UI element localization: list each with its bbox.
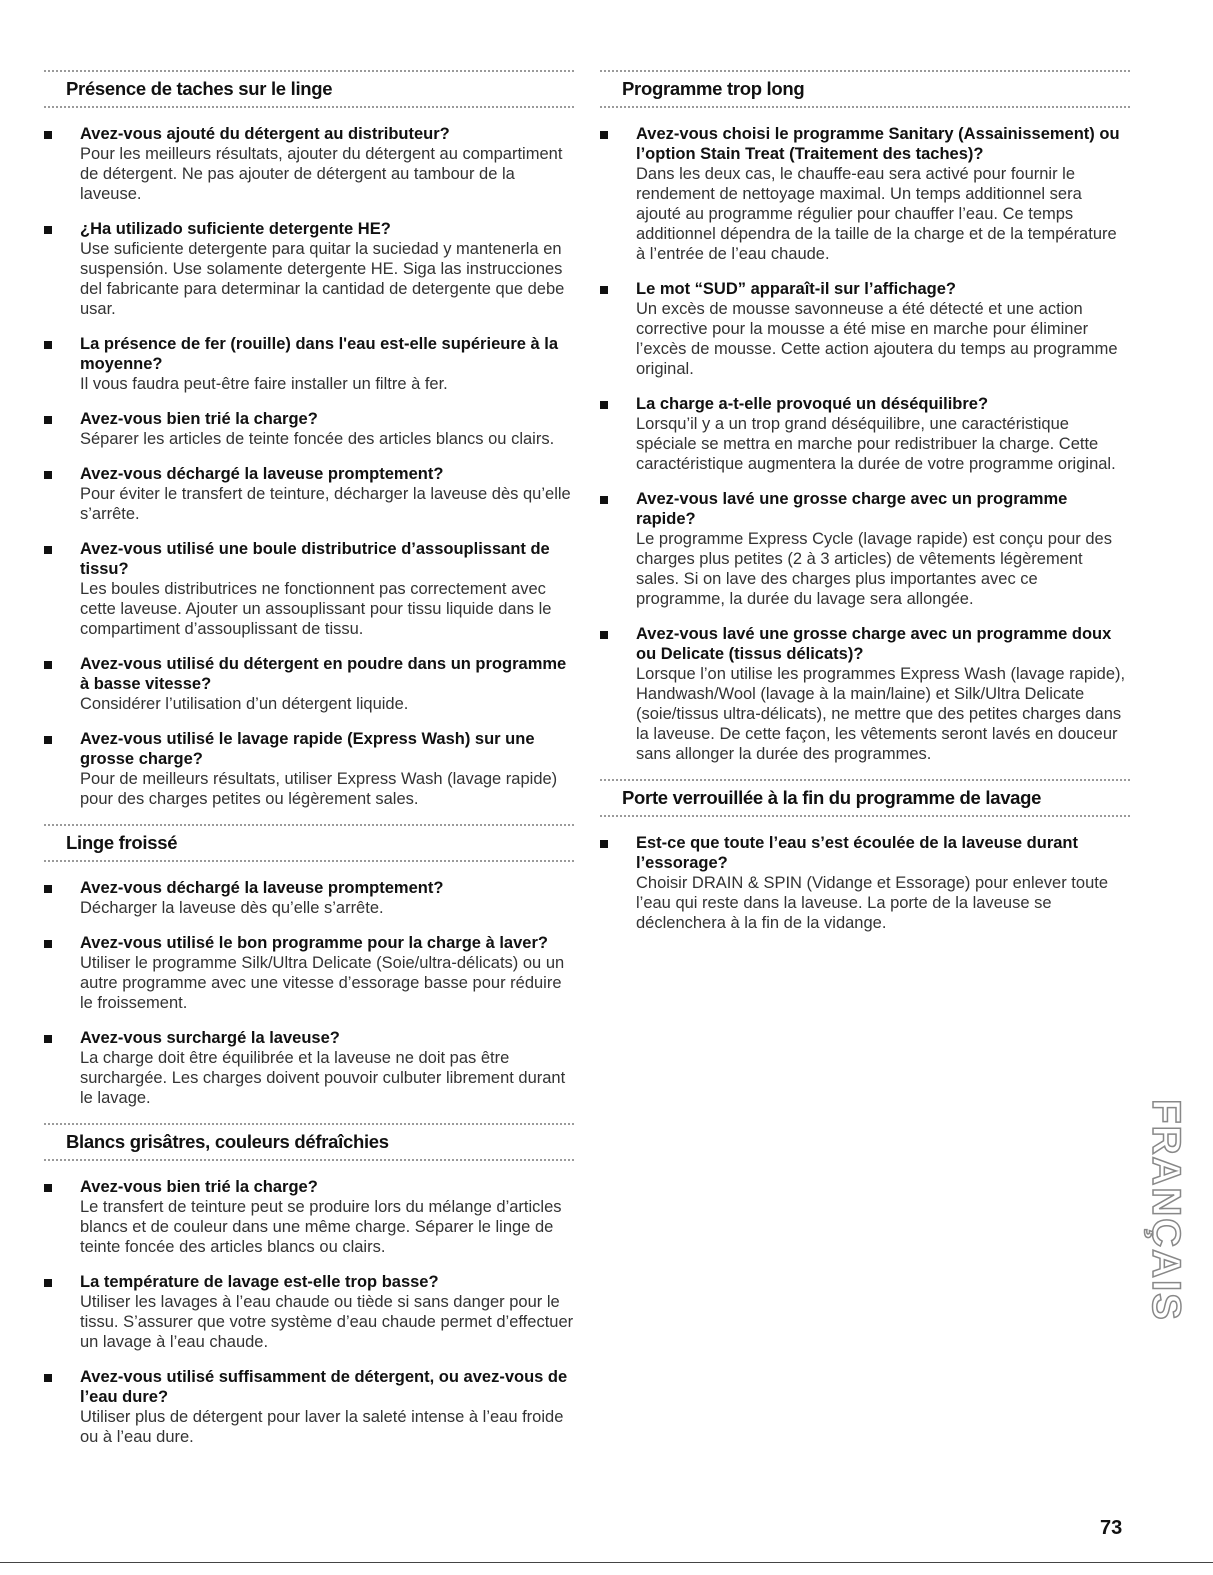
question-text: Avez-vous utilisé le bon programme pour la charge à laver?	[80, 934, 548, 952]
footer-rule	[0, 1562, 1213, 1563]
question-item	[600, 489, 1130, 609]
question-item	[600, 833, 1130, 933]
question-text: La charge a-t-elle provoqué un déséquilibre?	[636, 395, 989, 413]
answer-text: La charge doit être équilibrée et la laveuse ne doit pas être surchargée. Les charges doivent pouvoir culbuter librement durant le lavage.	[80, 1049, 566, 1107]
question-text: Avez-vous utilisé suffisamment de détergent, ou avez-vous de l’eau dure?	[80, 1368, 568, 1406]
bullet-icon	[44, 1184, 52, 1192]
bullet-icon	[600, 631, 608, 639]
section-wrinkled	[44, 824, 574, 1108]
bullet-icon	[44, 131, 52, 139]
answer-text: Le transfert de teinture peut se produire lors du mélange d’articles blancs et de couleur dans une même charge. Séparer le linge de teinte foncée des articles blancs ou clairs.	[80, 1198, 562, 1256]
section-title: Présence de taches sur le linge	[66, 78, 333, 99]
question-item	[600, 394, 1130, 474]
section-title: Porte verrouillée à la fin du programme de lavage	[622, 787, 1042, 808]
bullet-icon	[44, 1374, 52, 1382]
question-text: Avez-vous choisi le programme Sanitary (Assainissement) ou l’option Stain Treat (Traitement des taches)?	[636, 125, 1120, 163]
question-text: Avez-vous utilisé une boule distributrice d’assouplissant de tissu?	[80, 540, 550, 578]
bullet-icon	[44, 1279, 52, 1287]
section-title: Linge froissé	[66, 832, 178, 853]
question-item	[44, 654, 574, 714]
question-text: Avez-vous lavé une grosse charge avec un programme rapide?	[636, 490, 1068, 528]
question-text: Avez-vous utilisé le lavage rapide (Express Wash) sur une grosse charge?	[80, 730, 535, 768]
answer-text: Pour de meilleurs résultats, utiliser Express Wash (lavage rapide) pour des charges petites ou légèrement sales.	[80, 770, 558, 808]
question-text: Avez-vous bien trié la charge?	[80, 1178, 318, 1196]
question-text: Est-ce que toute l’eau s’est écoulée de la laveuse durant l’essorage?	[636, 834, 1078, 872]
answer-text: Les boules distributrices ne fonctionnent pas correctement avec cette laveuse. Ajouter un assouplissant pour tissu liquide dans le compartiment d’assouplissant de tissu.	[80, 580, 552, 638]
bullet-icon	[600, 401, 608, 409]
answer-text: Utiliser plus de détergent pour laver la saleté intense à l’eau froide ou à l’eau dure.	[80, 1408, 564, 1446]
divider	[44, 1159, 574, 1161]
section-grey-whites	[44, 1123, 574, 1447]
question-text: Avez-vous surchargé la laveuse?	[80, 1029, 340, 1047]
answer-text: Pour éviter le transfert de teinture, décharger la laveuse dès qu’elle s’arrête.	[80, 485, 571, 523]
bullet-icon	[44, 885, 52, 893]
bullet-icon	[600, 131, 608, 139]
question-item	[44, 1367, 574, 1447]
answer-text: Utiliser le programme Silk/Ultra Delicate (Soie/ultra-délicats) ou un autre programme avec une vitesse d’essorage basse pour réduire le froissement.	[80, 954, 565, 1012]
answer-text: Lorsqu’il y a un trop grand déséquilibre, une caractéristique spéciale se mettra en marche pour redistribuer la charge. Cette caractéristique augmentera la durée de votre programme original.	[636, 415, 1116, 473]
bullet-icon	[44, 226, 52, 234]
divider	[44, 106, 574, 108]
question-item	[44, 1028, 574, 1108]
question-item	[44, 464, 574, 524]
question-text: Avez-vous ajouté du détergent au distributeur?	[80, 125, 450, 143]
bullet-icon	[600, 286, 608, 294]
section-title: Programme trop long	[622, 78, 805, 99]
question-text: Le mot “SUD” apparaît-il sur l’affichage?	[636, 280, 956, 298]
language-side-tab	[1143, 1085, 1188, 1335]
answer-text: Choisir DRAIN & SPIN (Vidange et Essorage) pour enlever toute l’eau qui reste dans la laveuse. La porte de la laveuse se déclenchera à la fin de la vidange.	[636, 874, 1109, 932]
question-list	[600, 833, 1130, 933]
question-list	[600, 124, 1130, 764]
question-item	[44, 219, 574, 319]
question-item	[44, 878, 574, 918]
section-stains	[44, 70, 574, 809]
question-item	[44, 124, 574, 204]
answer-text: Le programme Express Cycle (lavage rapide) est conçu pour des charges plus petites (2 à 3 articles) de vêtements légèrement sales. Si on lave des charges plus importantes avec ce programme, la durée du lavage sera allongée.	[636, 530, 1112, 608]
question-text: Avez-vous lavé une grosse charge avec un programme doux ou Delicate (tissus délicats)?	[636, 625, 1112, 663]
bullet-icon	[44, 940, 52, 948]
bullet-icon	[44, 736, 52, 744]
divider	[44, 860, 574, 862]
right-column	[600, 70, 1130, 948]
answer-text: Séparer les articles de teinte foncée des articles blancs ou clairs.	[80, 430, 555, 448]
question-item	[44, 409, 574, 449]
question-item	[600, 124, 1130, 264]
question-text: Avez-vous déchargé la laveuse promptement?	[80, 465, 444, 483]
left-column	[44, 70, 574, 1462]
question-text: Avez-vous déchargé la laveuse promptement?	[80, 879, 444, 897]
language-label: FRANÇAIS	[1143, 1098, 1188, 1322]
question-text: La présence de fer (rouille) dans l'eau est-elle supérieure à la moyenne?	[80, 335, 559, 373]
question-list	[44, 878, 574, 1108]
question-text: La température de lavage est-elle trop basse?	[80, 1273, 439, 1291]
question-item	[44, 334, 574, 394]
bullet-icon	[44, 546, 52, 554]
answer-text: Un excès de mousse savonneuse a été détecté et une action corrective pour la mousse a été mise en marche pour éliminer l’excès de mousse. Cette action ajoutera du temps au programme original.	[636, 300, 1118, 378]
question-text: ¿Ha utilizado suficiente detergente HE?	[80, 220, 391, 238]
question-text: Avez-vous utilisé du détergent en poudre dans un programme à basse vitesse?	[80, 655, 567, 693]
section-long-cycle	[600, 70, 1130, 764]
section-title: Blancs grisâtres, couleurs défraîchies	[66, 1131, 389, 1152]
question-item	[600, 279, 1130, 379]
answer-text: Use suficiente detergente para quitar la suciedad y mantenerla en suspensión. Use solamente detergente HE. Siga las instrucciones del fabricante para determinar la cantidad de detergente que debe usar.	[80, 240, 565, 318]
question-item	[44, 1272, 574, 1352]
bullet-icon	[44, 471, 52, 479]
question-item	[44, 933, 574, 1013]
question-item	[44, 729, 574, 809]
bullet-icon	[44, 1035, 52, 1043]
question-list	[44, 124, 574, 809]
answer-text: Utiliser les lavages à l’eau chaude ou tiède si sans danger pour le tissu. S’assurer que votre système d’eau chaude permet d’effectuer un lavage à l’eau chaude.	[80, 1293, 574, 1351]
answer-text: Considérer l’utilisation d’un détergent liquide.	[80, 695, 409, 713]
section-door-locked	[600, 779, 1130, 933]
answer-text: Il vous faudra peut-être faire installer un filtre à fer.	[80, 375, 448, 393]
bullet-icon	[44, 341, 52, 349]
answer-text: Dans les deux cas, le chauffe-eau sera activé pour fournir le rendement de nettoyage maximal. Un temps additionnel sera ajouté au programme régulier pour chauffer l’eau. Ce temps additionnel dépendra de la taille de la charge et de la température à l’entrée de l’eau chaude.	[636, 165, 1117, 263]
answer-text: Pour les meilleurs résultats, ajouter du détergent au compartiment de détergent. Ne pas ajouter de détergent au tambour de la laveuse.	[80, 145, 563, 203]
page-number: 73	[1100, 1517, 1123, 1539]
question-text: Avez-vous bien trié la charge?	[80, 410, 318, 428]
answer-text: Décharger la laveuse dès qu’elle s’arrête.	[80, 899, 384, 917]
question-item	[44, 1177, 574, 1257]
question-item	[600, 624, 1130, 764]
divider	[600, 815, 1130, 817]
bullet-icon	[44, 416, 52, 424]
bullet-icon	[600, 496, 608, 504]
question-list	[44, 1177, 574, 1447]
question-item	[44, 539, 574, 639]
bullet-icon	[44, 661, 52, 669]
answer-text: Lorsque l’on utilise les programmes Express Wash (lavage rapide), Handwash/Wool (lavage à la main/laine) et Silk/Ultra Delicate (soie/tissus ultra-délicats), ne mettre que des petites charges dans la laveuse. De cette façon, les vêtements seront lavés en douceur sans allonger la durée des programmes.	[636, 665, 1126, 763]
bullet-icon	[600, 840, 608, 848]
divider	[600, 106, 1130, 108]
